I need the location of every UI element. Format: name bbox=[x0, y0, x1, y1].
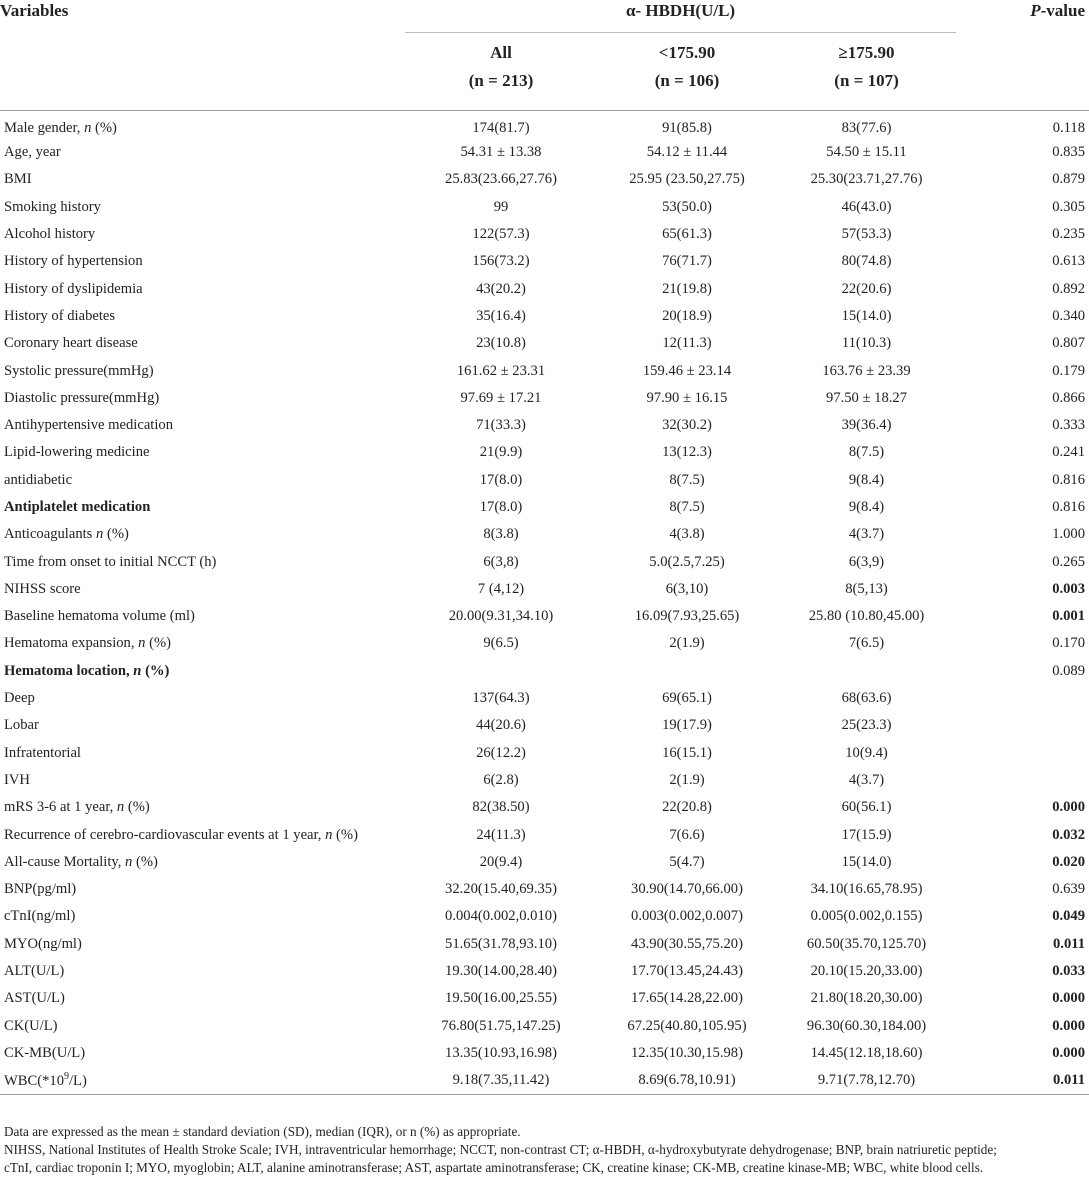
cell-low: 54.12 ± 11.44 bbox=[646, 144, 728, 161]
cell-high: 22(20.6) bbox=[841, 280, 892, 297]
cell-pvalue: 0.265 bbox=[1052, 553, 1086, 570]
table-row bbox=[0, 521, 1089, 548]
cell-all: 20.00(9.31,34.10) bbox=[448, 608, 554, 625]
row-label: Diastolic pressure(mmHg) bbox=[4, 389, 160, 406]
cell-low: 32(30.2) bbox=[662, 417, 712, 434]
row-label: BNP(pg/ml) bbox=[4, 881, 77, 898]
table-row bbox=[0, 821, 1089, 848]
cell-pvalue: 0.340 bbox=[1052, 307, 1086, 324]
cell-low: 67.25(40.80,105.95) bbox=[627, 1017, 747, 1034]
row-label: Lobar bbox=[4, 717, 39, 734]
row-label: History of diabetes bbox=[4, 307, 116, 324]
row-label: CK-MB(U/L) bbox=[4, 1044, 86, 1061]
cell-all: 0.004(0.002,0.010) bbox=[445, 908, 557, 925]
column-header-low: <175.90 (n = 106) bbox=[597, 33, 777, 111]
cell-all: 17(8.0) bbox=[479, 499, 523, 515]
table-row bbox=[0, 712, 1089, 739]
cell-all: 76.80(51.75,147.25) bbox=[441, 1017, 561, 1034]
cell-all: 51.65(31.78,93.10) bbox=[445, 935, 557, 952]
table-row bbox=[0, 139, 1089, 166]
cell-high: 34.10(16.65,78.95) bbox=[810, 881, 923, 898]
table-row bbox=[0, 248, 1089, 275]
table-row bbox=[0, 876, 1089, 903]
table-row bbox=[0, 275, 1089, 302]
cell-low: 6(3,10) bbox=[665, 580, 709, 597]
cell-pvalue: 0.305 bbox=[1052, 198, 1086, 215]
bottom-rule bbox=[0, 1094, 1089, 1095]
cell-pvalue: 0.000 bbox=[1052, 1044, 1086, 1061]
row-label: Systolic pressure(mmHg) bbox=[4, 362, 154, 379]
cell-all: 23(10.8) bbox=[476, 335, 526, 352]
row-label: NIHSS score bbox=[4, 580, 81, 597]
cell-pvalue: 0.003 bbox=[1052, 580, 1086, 597]
group-header: α- HBDH(U/L) bbox=[405, 0, 956, 33]
cell-all bbox=[405, 658, 597, 685]
cell-high: 21.80(18.20,30.00) bbox=[810, 990, 923, 1007]
cell-high: 96.30(60.30,184.00) bbox=[806, 1017, 927, 1034]
cell-pvalue: 0.020 bbox=[1052, 853, 1086, 870]
cell-all: 35(16.4) bbox=[476, 307, 526, 324]
cell-low: 91(85.8) bbox=[662, 119, 712, 136]
cell-all: 19.50(16.00,25.55) bbox=[445, 990, 557, 1007]
cell-low: 2(1.9) bbox=[669, 635, 705, 652]
table-row bbox=[0, 467, 1089, 494]
cell-high: 4(3.7) bbox=[848, 526, 885, 543]
table-row bbox=[0, 412, 1089, 439]
cell-all: 25.83(23.66,27.76) bbox=[445, 171, 557, 188]
cell-high: 10(9.4) bbox=[845, 744, 888, 761]
cell-low: 30.90(14.70,66.00) bbox=[631, 881, 743, 898]
cell-pvalue bbox=[956, 712, 1089, 739]
table-row bbox=[0, 330, 1089, 357]
cell-pvalue: 0.179 bbox=[1052, 362, 1086, 379]
cell-high: 8(5,13) bbox=[845, 580, 888, 597]
cell-low: 17.70(13.45,24.43) bbox=[631, 963, 743, 980]
cell-all: 137(64.3) bbox=[472, 690, 530, 707]
cell-pvalue: 0.000 bbox=[1052, 1017, 1086, 1034]
table-row bbox=[0, 1067, 1089, 1094]
cell-pvalue: 0.011 bbox=[1053, 935, 1086, 952]
cell-pvalue: 0.032 bbox=[1052, 826, 1086, 843]
cell-high: 68(63.6) bbox=[841, 690, 892, 707]
cell-high: 97.50 ± 18.27 bbox=[826, 389, 907, 406]
table-row bbox=[0, 385, 1089, 412]
cell-low: 13(12.3) bbox=[662, 444, 712, 461]
cell-high: 20.10(15.20,33.00) bbox=[810, 963, 923, 980]
row-label: Coronary heart disease bbox=[4, 335, 138, 352]
cell-high: 7(6.5) bbox=[848, 635, 885, 652]
cell-high: 57(53.3) bbox=[841, 226, 892, 243]
row-label: Infratentorial bbox=[4, 744, 81, 761]
cell-low: 8(7.5) bbox=[669, 499, 705, 515]
cell-pvalue: 0.807 bbox=[1052, 335, 1086, 352]
row-label: Alcohol history bbox=[4, 226, 96, 243]
cell-pvalue: 0.816 bbox=[1052, 499, 1086, 515]
cell-all: 71(33.3) bbox=[476, 417, 526, 434]
table-row bbox=[0, 494, 1089, 521]
table-row bbox=[0, 221, 1089, 248]
cell-low: 25.95 (23.50,27.75) bbox=[629, 171, 745, 188]
cell-all: 97.69 ± 17.21 bbox=[460, 389, 542, 406]
variables-header: Variables bbox=[0, 1, 69, 20]
cell-low: 69(65.1) bbox=[662, 690, 712, 707]
cell-low: 21(19.8) bbox=[662, 280, 712, 297]
cell-pvalue: 0.011 bbox=[1053, 1072, 1086, 1089]
cell-low bbox=[597, 658, 777, 685]
cell-low: 5.0(2.5,7.25) bbox=[649, 553, 725, 570]
column-n: (n = 107) bbox=[834, 71, 899, 90]
cell-high: 83(77.6) bbox=[841, 119, 892, 136]
cell-high: 25(23.3) bbox=[841, 717, 892, 734]
table-row bbox=[0, 603, 1089, 630]
cell-pvalue: 0.639 bbox=[1052, 881, 1086, 898]
row-label: History of dyslipidemia bbox=[4, 280, 143, 297]
cell-high: 80(74.8) bbox=[841, 253, 892, 270]
column-n: (n = 213) bbox=[468, 71, 534, 90]
header-row-2 bbox=[0, 33, 1089, 111]
cell-all: 6(3,8) bbox=[483, 553, 519, 570]
table-footnotes bbox=[4, 1123, 1089, 1177]
footnote: NIHSS, National Institutes of Health Stroke Scale; IVH, intraventricular hemorrhage; NCCT, non-contrast CT; α-HBDH, α-hydroxybutyrate dehydrogenase; BNP, brain natriuretic peptide; bbox=[4, 1142, 997, 1157]
table-row bbox=[0, 740, 1089, 767]
cell-high: 11(10.3) bbox=[841, 335, 892, 352]
cell-pvalue: 0.001 bbox=[1052, 608, 1086, 625]
table-row bbox=[0, 439, 1089, 466]
table-row bbox=[0, 194, 1089, 221]
row-label: $WBC(*10^9/L)$ bbox=[4, 1071, 87, 1090]
cell-low: 159.46 ± 23.14 bbox=[642, 362, 732, 379]
cell-low: 8(7.5) bbox=[669, 471, 705, 488]
cell-low: 12(11.3) bbox=[662, 335, 712, 352]
cell-pvalue: 0.118 bbox=[1052, 119, 1086, 136]
cell-high: 60(56.1) bbox=[841, 799, 892, 816]
cell-high: 25.80 (10.80,45.00) bbox=[808, 608, 925, 625]
footnote: Data are expressed as the mean ± standard deviation (SD), median (IQR), or n (%) as appropriate. bbox=[4, 1124, 521, 1139]
cell-low: 16.09(7.93,25.65) bbox=[634, 608, 740, 625]
row-label: mRS 3-6 at 1 year, n (%) bbox=[4, 799, 150, 816]
cell-all: 9(6.5) bbox=[483, 635, 519, 652]
cell-high: 4(3.7) bbox=[848, 771, 885, 788]
cell-all: 122(57.3) bbox=[472, 226, 530, 243]
cell-all: 21(9.9) bbox=[479, 444, 523, 461]
cell-low: 22(20.8) bbox=[662, 799, 712, 816]
cell-all: 7 (4,12) bbox=[477, 580, 525, 597]
row-label: Male gender, n (%) bbox=[4, 119, 117, 136]
cell-low: 19(17.9) bbox=[662, 717, 712, 734]
cell-all: 44(20.6) bbox=[476, 717, 526, 734]
cell-high: 17(15.9) bbox=[841, 826, 892, 843]
row-label: Hematoma location, n (%) bbox=[4, 662, 170, 679]
footnote: cTnI, cardiac troponin I; MYO, myoglobin; ALT, alanine aminotransferase; AST, aspartate aminotransferase; CK, creatine kinase; CK-MB, creatine kinase-MB; WBC, white blood cells. bbox=[4, 1160, 984, 1175]
cell-pvalue: 0.835 bbox=[1052, 144, 1086, 161]
column-n: (n = 106) bbox=[654, 71, 720, 90]
table-row bbox=[0, 166, 1089, 193]
cell-all: 9.18(7.35,11.42) bbox=[452, 1072, 550, 1089]
cell-high: 9(8.4) bbox=[848, 499, 885, 515]
cell-all: 32.20(15.40,69.35) bbox=[445, 881, 557, 898]
cell-all: 8(3.8) bbox=[483, 526, 519, 543]
table-row bbox=[0, 794, 1089, 821]
cell-high: 8(7.5) bbox=[848, 444, 885, 461]
table-row bbox=[0, 576, 1089, 603]
cell-pvalue: 0.033 bbox=[1052, 963, 1086, 980]
cell-low: 12.35(10.30,15.98) bbox=[631, 1044, 743, 1061]
cell-pvalue: 0.892 bbox=[1052, 280, 1086, 297]
cell-pvalue bbox=[956, 767, 1089, 794]
cell-pvalue: 0.049 bbox=[1052, 908, 1086, 925]
cell-pvalue: 0.241 bbox=[1052, 444, 1086, 461]
cell-all: 174(81.7) bbox=[472, 119, 530, 136]
cell-high: 9.71(7.78,12.70) bbox=[817, 1072, 916, 1089]
cell-pvalue: 1.000 bbox=[1052, 526, 1086, 543]
cell-high: 0.005(0.002,0.155) bbox=[810, 908, 923, 925]
header-row-1 bbox=[0, 0, 1089, 33]
cell-low: 65(61.3) bbox=[662, 226, 712, 243]
cell-pvalue: 0.866 bbox=[1052, 389, 1086, 406]
row-label: Hematoma expansion, n (%) bbox=[4, 635, 171, 652]
cell-high bbox=[777, 658, 956, 685]
cell-low: 43.90(30.55,75.20) bbox=[631, 935, 743, 952]
row-label: Age, year bbox=[4, 144, 61, 161]
row-label: AST(U/L) bbox=[4, 990, 65, 1007]
cell-pvalue: 0.333 bbox=[1052, 417, 1086, 434]
cell-low: 97.90 ± 16.15 bbox=[646, 389, 728, 406]
row-label: History of hypertension bbox=[4, 253, 143, 270]
cell-all: 26(12.2) bbox=[476, 744, 526, 761]
table-row bbox=[0, 658, 1089, 685]
cell-high: 15(14.0) bbox=[841, 853, 892, 870]
cell-high: 9(8.4) bbox=[848, 471, 885, 488]
cell-low: 7(6.6) bbox=[669, 826, 705, 843]
cell-all: 24(11.3) bbox=[476, 826, 526, 843]
row-label: Baseline hematoma volume (ml) bbox=[4, 608, 195, 625]
cell-high: 60.50(35.70,125.70) bbox=[806, 935, 927, 952]
cell-pvalue: 0.000 bbox=[1052, 990, 1086, 1007]
cell-pvalue bbox=[956, 740, 1089, 767]
pvalue-header-rest: -value bbox=[1040, 1, 1086, 20]
cell-all: 161.62 ± 23.31 bbox=[456, 362, 546, 379]
table-row bbox=[0, 958, 1089, 985]
cell-low: 0.003(0.002,0.007) bbox=[631, 908, 743, 925]
cell-pvalue: 0.879 bbox=[1052, 171, 1086, 188]
cell-low: 4(3.8) bbox=[669, 526, 705, 543]
cell-all: 54.31 ± 13.38 bbox=[460, 144, 542, 161]
pvalue-header-italic: P bbox=[1030, 1, 1041, 20]
cell-all: 6(2.8) bbox=[483, 771, 519, 788]
cell-all: 19.30(14.00,28.40) bbox=[445, 963, 557, 980]
table-row bbox=[0, 767, 1089, 794]
cell-low: 20(18.9) bbox=[662, 307, 712, 324]
table-row bbox=[0, 1040, 1089, 1067]
table-body bbox=[0, 111, 1089, 1095]
cell-low: 53(50.0) bbox=[662, 198, 712, 215]
row-label: All-cause Mortality, n (%) bbox=[4, 853, 158, 870]
cell-pvalue: 0.235 bbox=[1052, 226, 1086, 243]
row-label: Lipid-lowering medicine bbox=[4, 444, 150, 461]
cell-high: 46(43.0) bbox=[841, 198, 892, 215]
cell-all: 17(8.0) bbox=[479, 471, 523, 488]
cell-low: 16(15.1) bbox=[662, 744, 712, 761]
row-label: Smoking history bbox=[4, 198, 101, 215]
table-row bbox=[0, 931, 1089, 958]
row-label: Antihypertensive medication bbox=[4, 417, 173, 434]
row-label: Deep bbox=[4, 690, 35, 707]
cell-pvalue: 0.089 bbox=[1052, 662, 1086, 679]
row-label: Time from onset to initial NCCT (h) bbox=[4, 553, 217, 570]
cell-all: 13.35(10.93,16.98) bbox=[445, 1044, 557, 1061]
cell-low: 76(71.7) bbox=[662, 253, 712, 270]
table-row bbox=[0, 1013, 1089, 1040]
cell-high: 14.45(12.18,18.60) bbox=[810, 1044, 923, 1061]
cell-low: 5(4.7) bbox=[669, 853, 705, 870]
cell-high: 6(3,9) bbox=[848, 553, 885, 570]
table-row bbox=[0, 985, 1089, 1012]
row-label: Antiplatelet medication bbox=[4, 499, 151, 515]
table-row bbox=[0, 303, 1089, 330]
table-row bbox=[0, 849, 1089, 876]
cell-low: 2(1.9) bbox=[669, 771, 705, 788]
cell-pvalue: 0.816 bbox=[1052, 471, 1086, 488]
table-row bbox=[0, 685, 1089, 712]
table-row bbox=[0, 630, 1089, 657]
cell-high: 54.50 ± 15.11 bbox=[826, 144, 907, 161]
cell-pvalue: 0.000 bbox=[1052, 799, 1086, 816]
cell-low: 17.65(14.28,22.00) bbox=[631, 990, 743, 1007]
cell-all: 20(9.4) bbox=[479, 853, 523, 870]
row-label: BMI bbox=[4, 171, 32, 188]
row-label: MYO(ng/ml) bbox=[4, 935, 82, 952]
row-label: ALT(U/L) bbox=[4, 963, 65, 980]
table-row bbox=[0, 357, 1089, 384]
cell-all: 99 bbox=[493, 198, 509, 215]
cell-all: 43(20.2) bbox=[476, 280, 526, 297]
cell-high: 15(14.0) bbox=[841, 307, 892, 324]
row-label: Recurrence of cerebro-cardiovascular events at 1 year, n (%) bbox=[4, 826, 358, 843]
cell-high: 39(36.4) bbox=[841, 417, 892, 434]
row-label: antidiabetic bbox=[4, 471, 73, 488]
column-header-high: ≥175.90 (n = 107) bbox=[777, 33, 956, 111]
cell-pvalue: 0.170 bbox=[1052, 635, 1086, 652]
row-label: Anticoagulants n (%) bbox=[4, 526, 129, 543]
cell-high: 163.76 ± 23.39 bbox=[822, 362, 911, 379]
pvalue-header bbox=[956, 0, 1089, 33]
table-row bbox=[0, 903, 1089, 930]
cell-high: 25.30(23.71,27.76) bbox=[810, 171, 923, 188]
table-row bbox=[0, 111, 1089, 140]
row-label: IVH bbox=[4, 771, 30, 788]
cell-pvalue: 0.613 bbox=[1052, 253, 1086, 270]
cell-all: 82(38.50) bbox=[472, 799, 530, 816]
cell-low: 8.69(6.78,10.91) bbox=[638, 1072, 736, 1089]
cell-all: 156(73.2) bbox=[472, 253, 530, 270]
row-label: cTnI(ng/ml) bbox=[4, 908, 76, 925]
cell-pvalue bbox=[956, 685, 1089, 712]
table-row bbox=[0, 548, 1089, 575]
column-header-all: All (n = 213) bbox=[405, 33, 597, 111]
row-label: CK(U/L) bbox=[4, 1017, 58, 1034]
